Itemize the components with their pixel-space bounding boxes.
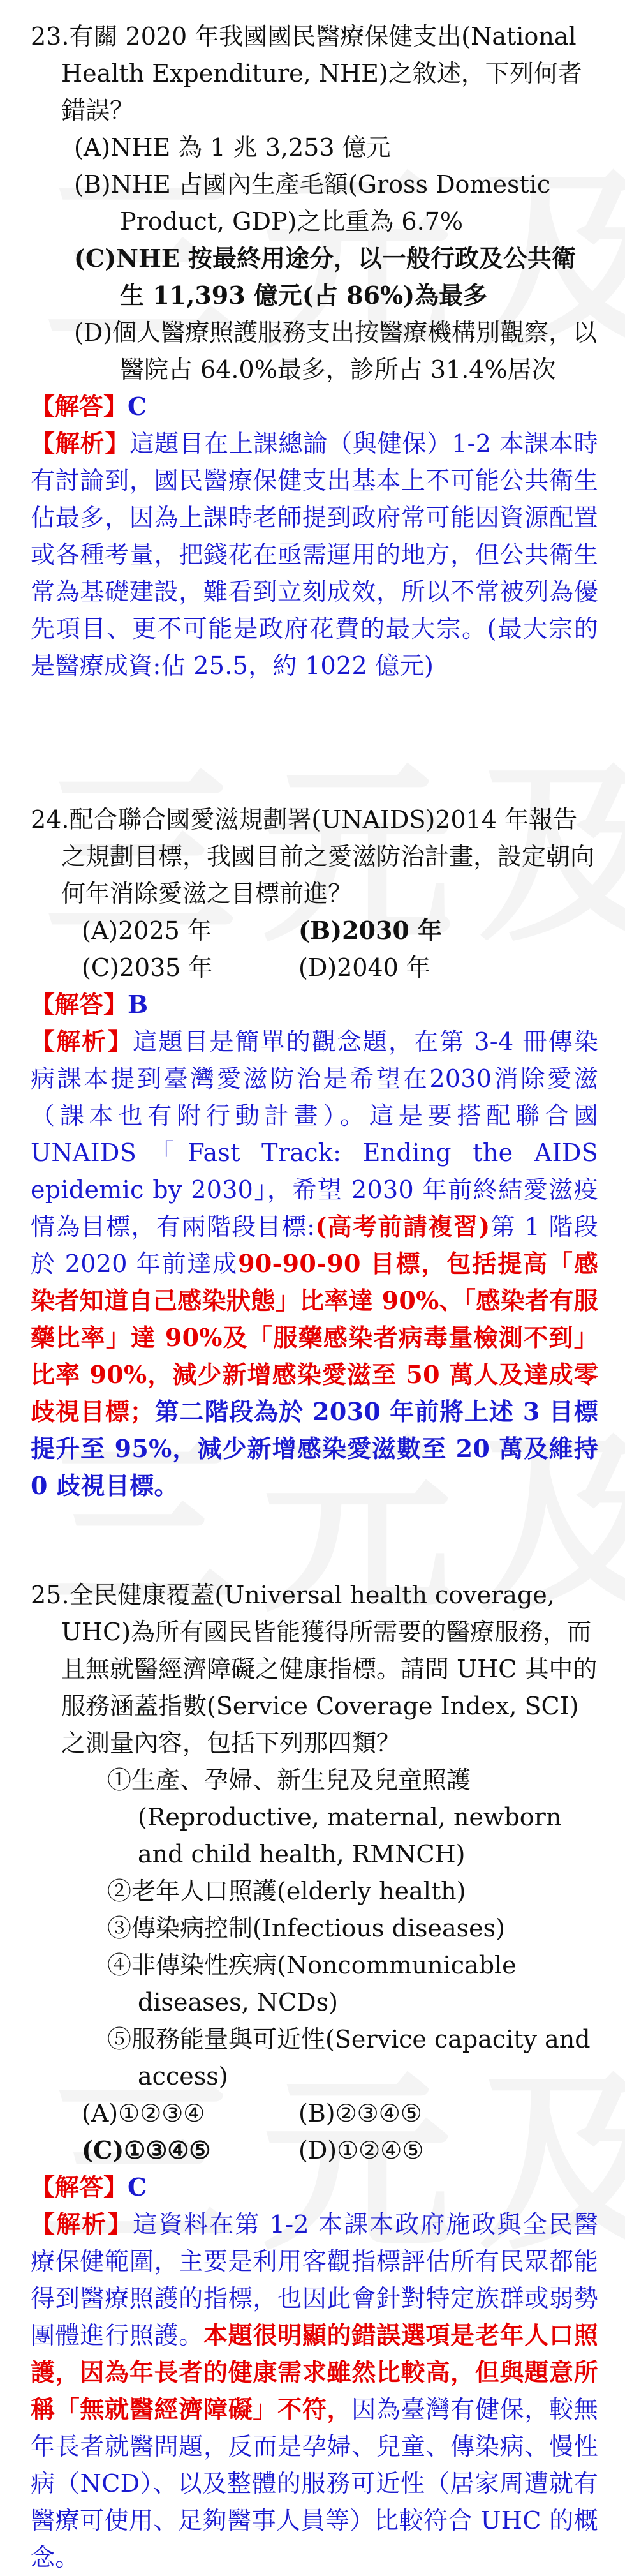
explanation-part-1: 這資料在第 1-2 本課本政府施政與全民醫療保健範圍，主要是利用客觀指標評估所有民眾都能得到醫療照護的指標，也因此會針對特定族群或弱勢團體進行照護。: [31, 2210, 599, 2349]
question-stem: 23.有關 2020 年我國國民醫療保健支出(National Health Expenditure, NHE)之敘述，下列何者錯誤？: [31, 22, 582, 124]
answer-label: 【解答】: [31, 2173, 128, 2201]
item-2: ②老年人口照護(elderly health): [107, 1877, 466, 1905]
question-25: [31, 1576, 598, 2576]
option-d: (D)①②④⑤: [298, 2136, 424, 2164]
option-d: (D)2040 年: [298, 954, 430, 982]
option-a: (A)①②③④: [82, 2099, 205, 2127]
option-b: (B)NHE 占國內生產毛額(Gross Domestic Product, GDP)之比重為 6.7%: [74, 170, 551, 236]
options-grid: [82, 2095, 598, 2169]
explanation: [31, 1023, 598, 1504]
explanation-part-1: 這題目是簡單的觀念題，在第 3-4 冊傳染病課本提到臺灣愛滋防治是希望在2030消除愛滋（課本也有附行動計畫）。這是要搭配聯合國 UNAIDS「Fast Track: Ending the AIDS epidemic by 2030」，希望 2030 年前終結愛滋疫情為目標，有兩階段目標:: [31, 1028, 599, 1241]
answer-line: [31, 986, 598, 1023]
explanation-stage-1: 90-90-90 目標，包括提高「感染者知道自己感染狀態」比率達 90%、「感染者有服藥比率」達 90%及「服藥感染者病毒量檢測不到」比率 90%，減少新增感染愛滋至 50 萬人及達成零歧視目標；: [31, 1249, 598, 1426]
answer-line: [31, 388, 598, 425]
option-b: (B)2030 年: [298, 916, 443, 945]
explanation-part-3: 因為臺灣有健保，較無年長者就醫問題，反而是孕婦、兒童、傳染病、慢性病（NCD）、以及整體的服務可近性（居家周遭就有醫療可使用、足夠醫事人員等）比較符合 UHC 的概念。: [31, 2395, 598, 2572]
question-23: [31, 18, 598, 684]
item-3: ③傳染病控制(Infectious diseases): [107, 1914, 505, 1942]
question-24: [31, 801, 598, 1504]
explanation-key-point: 本題很明顯的錯誤選項是老年人口照護，因為年長者的健康需求雖然比較高，但與題意所稱「無就醫經濟障礙」不符，: [31, 2321, 598, 2423]
review-note: (高考前請複習): [315, 1212, 490, 1241]
answer-value: B: [128, 990, 149, 1019]
option-a: (A)NHE 為 1 兆 3,253 億元: [74, 133, 391, 161]
answer-line: [31, 2169, 598, 2206]
option-c: (C)①③④⑤: [82, 2136, 211, 2164]
explanation-part-2: 第 1 階段於 2020 年前達成: [31, 1213, 598, 1278]
explanation-stage-2: 第二階段為於 2030 年前將上述 3 目標提升至 95%，減少新增感染愛滋數至 20 萬及維持 0 歧視目標。: [31, 1397, 598, 1500]
explanation: [31, 425, 598, 684]
question-stem: 24.配合聯合國愛滋規劃署(UNAIDS)2014 年報告之規劃目標，我國目前之愛滋防治計畫，設定朝向何年消除愛滋之目標前進？: [31, 805, 595, 908]
explanation-text: 這題目在上課總論（與健保）1-2 本課本時有討論到，國民醫療保健支出基本上不可能公共衛生佔最多，因為上課時老師提到政府常可能因資源配置或各種考量，把錢花在亟需運用的地方，但公共衛生常為基礎建設，難看到立刻成效，所以不常被列為優先項目、更不可能是政府花費的最大宗。(最大宗的是醫療成資:佔 25.5，約 1022 億元): [31, 430, 598, 680]
option-c: (C)2035 年: [82, 954, 213, 982]
answer-value: C: [128, 2173, 147, 2201]
explanation-label: 【解析】: [31, 429, 130, 458]
item-5: ⑤服務能量與可近性(Service capacity and access): [107, 2025, 591, 2090]
item-4: ④非傳染性疾病(Noncommunicable diseases, NCDs): [107, 1951, 517, 2016]
question-stem: 25.全民健康覆蓋(Universal health coverage, UHC)為所有國民皆能獲得所需要的醫療服務，而且無就醫經濟障礙之健康指標。請問 UHC 其中的服務涵蓋指數(Service Coverage Index, SCI)之測量內容，包括下列那四類？: [31, 1581, 598, 1757]
answer-value: C: [128, 392, 147, 421]
option-c: (C)NHE 按最終用途分，以一般行政及公共衛生 11,393 億元(占 86%)為最多: [74, 244, 577, 310]
option-a: (A)2025 年: [82, 917, 212, 945]
explanation-label: 【解析】: [31, 1027, 133, 1056]
options-grid: [82, 912, 598, 986]
item-list: [107, 1762, 598, 2095]
answer-label: 【解答】: [31, 392, 128, 421]
option-d: (D)個人醫療照護服務支出按醫療機構別觀察，以醫院占 64.0%最多，診所占 31.4%居次: [74, 318, 598, 384]
option-b: (B)②③④⑤: [298, 2099, 422, 2127]
answer-label: 【解答】: [31, 990, 128, 1019]
explanation-label: 【解析】: [31, 2210, 133, 2238]
explanation: [31, 2206, 598, 2576]
item-1: ①生產、孕婦、新生兒及兒童照護(Reproductive, maternal, newborn and child health, RMNCH): [107, 1766, 562, 1868]
